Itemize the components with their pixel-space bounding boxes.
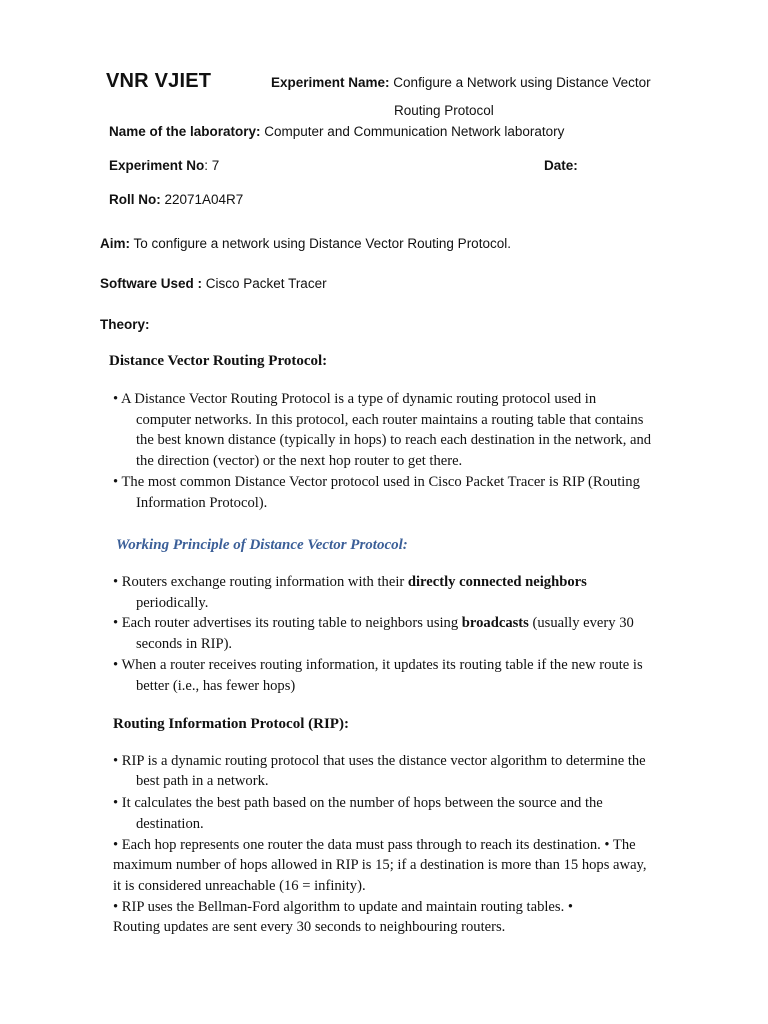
rip-bullet-1-line-1: • RIP is a dynamic routing protocol that uses the distance vector algorithm to determine the — [113, 753, 646, 769]
exp-no-label: Experiment No — [109, 158, 205, 173]
dvrp-bullet-1-line-4: the direction (vector) or the next hop router to get there. — [136, 453, 463, 469]
working-bullet-2-line-2: seconds in RIP). — [136, 636, 233, 652]
dvrp-heading: Distance Vector Routing Protocol: — [109, 353, 328, 369]
aim-text: To configure a network using Distance Vector Routing Protocol. — [130, 236, 511, 251]
date-label: Date: — [544, 158, 578, 173]
aim — [100, 236, 511, 251]
dvrp-bullet-2-line-1: • The most common Distance Vector protocol used in Cisco Packet Tracer is RIP (Routing — [113, 474, 640, 490]
working-bullet-3-line-2: better (i.e., has fewer hops) — [136, 678, 296, 694]
working-bullet-1-line-2: periodically. — [136, 595, 209, 611]
working-bullet-3-line-1: • When a router receives routing information, it updates its routing table if the new route is — [113, 657, 643, 673]
lab-name — [109, 124, 564, 139]
experiment-name-line2: Routing Protocol — [394, 103, 494, 118]
working-bullet-1-line-1 — [113, 572, 587, 592]
rip-heading: Routing Information Protocol (RIP): — [113, 716, 349, 732]
working-bullet-2-bold: broadcasts — [461, 615, 529, 631]
dvrp-bullet-1-line-1: • A Distance Vector Routing Protocol is a type of dynamic routing protocol used in — [113, 391, 597, 407]
software-label: Software Used : — [100, 276, 203, 291]
working-bullet-1-bold: directly connected neighbors — [407, 574, 587, 590]
rip-bullet-2-line-2: destination. — [136, 816, 204, 832]
aim-label: Aim: — [100, 236, 130, 251]
software-text: Cisco Packet Tracer — [202, 276, 327, 291]
theory-label: Theory: — [100, 317, 150, 332]
roll-number — [109, 192, 243, 207]
exp-no-value: : 7 — [204, 158, 220, 173]
dvrp-bullet-1-line-3: the best known distance (typically in hops) to reach each destination in the network, and — [136, 432, 652, 448]
experiment-name-line1: Configure a Network using Distance Vector — [389, 75, 651, 90]
lab-label: Name of the laboratory: — [109, 124, 261, 139]
roll-label: Roll No: — [109, 192, 161, 207]
experiment-name-label: Experiment Name: — [271, 75, 390, 90]
rip-bullet-3-line-2: maximum number of hops allowed in RIP is 15; if a destination is more than 15 hops away, — [113, 857, 647, 873]
rip-bullet-4-line-2: Routing updates are sent every 30 seconds to neighbouring routers. — [113, 919, 506, 935]
working-bullet-2-text: • Each router advertises its routing table to neighbors using — [113, 615, 462, 631]
working-principle-heading: Working Principle of Distance Vector Protocol: — [116, 537, 408, 553]
experiment-name — [271, 75, 651, 90]
dvrp-bullet-1-line-2: computer networks. In this protocol, each router maintains a routing table that contains — [136, 412, 644, 428]
working-bullet-2-post: (usually every 30 — [528, 615, 634, 631]
lab-value: Computer and Communication Network laboratory — [260, 124, 565, 139]
org-name: VNR VJIET — [106, 70, 212, 92]
software-used — [100, 276, 327, 291]
dvrp-bullet-2-line-2: Information Protocol). — [136, 495, 268, 511]
roll-value: 22071A04R7 — [160, 192, 244, 207]
rip-bullet-4-line-1: • RIP uses the Bellman-Ford algorithm to update and maintain routing tables. • — [113, 899, 573, 915]
rip-bullet-3-line-3: it is considered unreachable (16 = infinity). — [113, 878, 366, 894]
rip-bullet-2-line-1: • It calculates the best path based on the number of hops between the source and the — [113, 795, 603, 811]
experiment-number — [109, 158, 219, 173]
rip-bullet-3-line-1: • Each hop represents one router the data must pass through to reach its destination. • The — [113, 837, 636, 853]
working-bullet-1-text: • Routers exchange routing information with their — [113, 574, 408, 590]
rip-bullet-1-line-2: best path in a network. — [136, 773, 269, 789]
working-bullet-2-line-1 — [113, 613, 634, 633]
